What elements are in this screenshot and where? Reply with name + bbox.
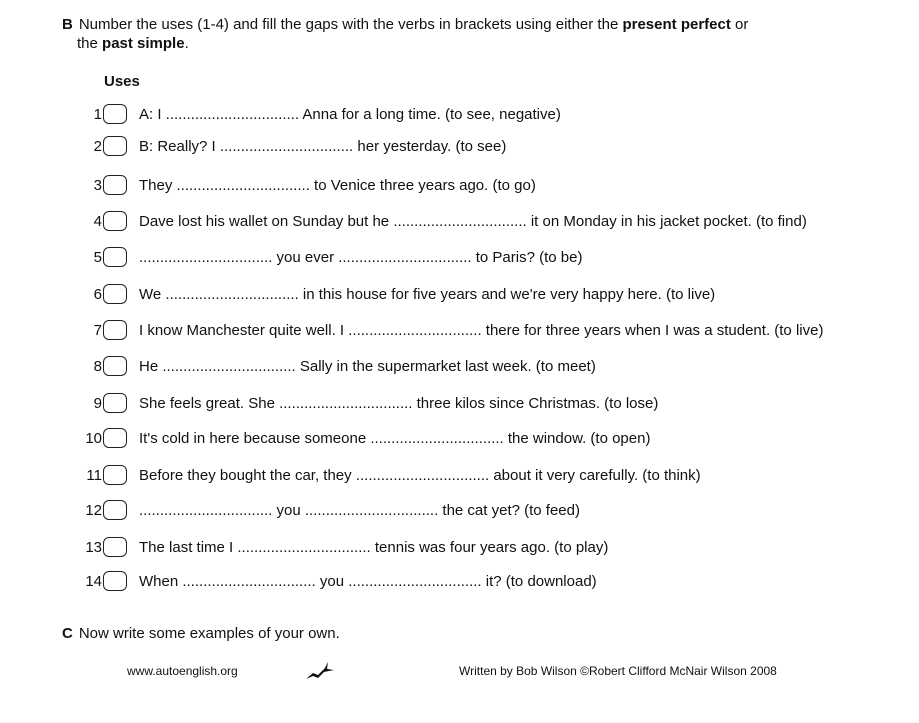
item-number: 12 (85, 501, 102, 519)
use-answer-box[interactable] (103, 393, 127, 413)
exercise-item-11 (70, 463, 701, 487)
exercise-item-4 (70, 209, 807, 233)
item-number: 2 (93, 137, 102, 155)
item-number: 9 (93, 394, 102, 412)
item-number: 14 (85, 572, 102, 590)
item-sentence: B: Really? I ................................ her yesterday. (to see) (139, 137, 507, 155)
exercise-item-9 (70, 391, 658, 415)
item-sentence: She feels great. She ................................ three kilos since Christmas. (to lose) (139, 394, 659, 412)
item-number: 10 (85, 429, 102, 447)
item-sentence: It's cold in here because someone ................................ the window. (to open) (139, 429, 651, 447)
use-answer-box[interactable] (103, 500, 127, 520)
item-sentence: Dave lost his wallet on Sunday but he ................................ it on Monday in his jacket pocket. (to find) (139, 212, 807, 230)
use-answer-box[interactable] (103, 356, 127, 376)
footer-website: www.autoenglish.org (127, 664, 238, 678)
exercise-item-1 (70, 102, 561, 126)
instruction-text-1: Number the uses (1-4) and fill the gaps with the verbs in brackets using either the (78, 16, 619, 33)
use-answer-box[interactable] (103, 465, 127, 485)
item-number: 7 (93, 321, 102, 339)
section-c-text: Now write some examples of your own. (78, 625, 340, 642)
bird-logo-icon (304, 660, 336, 682)
use-answer-box[interactable] (103, 428, 127, 448)
use-answer-box[interactable] (103, 175, 127, 195)
exercise-item-7 (70, 318, 823, 342)
item-sentence: He ................................ Sally in the supermarket last week. (to meet) (139, 357, 596, 375)
use-answer-box[interactable] (103, 284, 127, 304)
use-answer-box[interactable] (103, 537, 127, 557)
item-sentence: Before they bought the car, they ................................ about it very carefully. (to think) (139, 466, 701, 484)
footer-credit: Written by Bob Wilson ©Robert Clifford McNair Wilson 2008 (459, 664, 777, 678)
use-answer-box[interactable] (103, 247, 127, 267)
instruction-bold-past-simple: past simple (102, 35, 185, 52)
exercise-item-8 (70, 354, 596, 378)
exercise-item-12 (70, 498, 580, 522)
use-answer-box[interactable] (103, 211, 127, 231)
exercise-item-6 (70, 282, 715, 306)
item-sentence: A: I ................................ Anna for a long time. (to see, negative) (139, 105, 561, 123)
item-number: 5 (93, 248, 102, 266)
item-number: 6 (93, 285, 102, 303)
instruction-text-4: . (184, 35, 189, 52)
exercise-item-2 (70, 134, 506, 158)
item-sentence: When ................................ you ................................ it? (to download) (139, 572, 597, 590)
use-answer-box[interactable] (103, 320, 127, 340)
section-b-instructions (62, 15, 822, 53)
section-c-instructions (62, 625, 340, 642)
exercise-item-13 (70, 535, 608, 559)
instruction-bold-present-perfect: present perfect (622, 16, 731, 33)
instruction-text-2: or (735, 16, 749, 33)
item-number: 11 (86, 466, 102, 484)
exercise-item-14 (70, 569, 597, 593)
section-b-letter: B (62, 16, 73, 33)
item-number: 3 (93, 176, 102, 194)
item-sentence: ................................ you ever ................................ to Paris? (to be) (139, 248, 583, 266)
instruction-text-3: the (77, 35, 98, 52)
item-number: 4 (93, 212, 102, 230)
use-answer-box[interactable] (103, 136, 127, 156)
instruction-line-2 (62, 34, 822, 53)
section-c-letter: C (62, 625, 73, 642)
use-answer-box[interactable] (103, 571, 127, 591)
item-sentence: They ................................ to Venice three years ago. (to go) (139, 176, 536, 194)
exercise-item-3 (70, 173, 536, 197)
item-sentence: I know Manchester quite well. I ................................ there for three years when I was a student. (to live) (139, 321, 824, 339)
item-number: 13 (85, 538, 102, 556)
use-answer-box[interactable] (103, 104, 127, 124)
item-number: 1 (93, 105, 102, 123)
item-number: 8 (93, 357, 102, 375)
item-sentence: We ................................ in this house for five years and we're very happy here. (to live) (139, 285, 716, 303)
exercise-item-10 (70, 426, 650, 450)
exercise-item-5 (70, 245, 582, 269)
item-sentence: The last time I ................................ tennis was four years ago. (to play) (139, 538, 609, 556)
uses-heading: Uses (104, 73, 140, 90)
item-sentence: ................................ you ................................ the cat yet? (to feed) (139, 501, 580, 519)
